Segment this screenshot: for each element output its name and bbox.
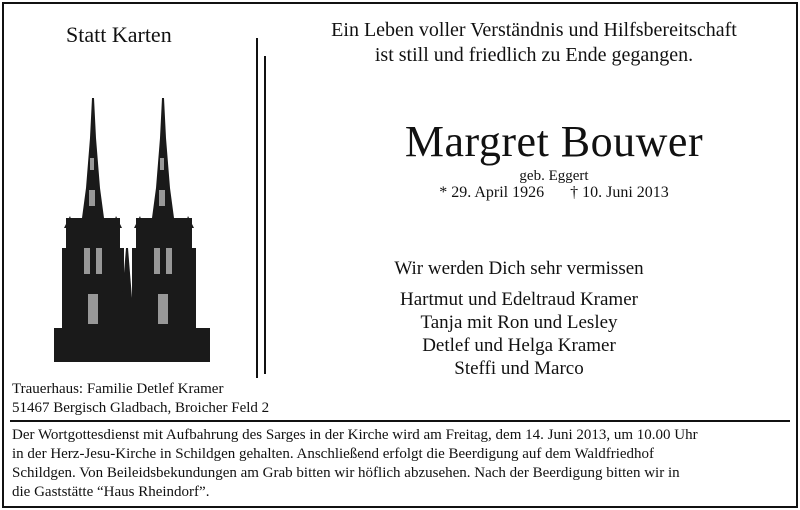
trauerhaus-line: 51467 Bergisch Gladbach, Broicher Feld 2 [12, 400, 270, 416]
deceased-name: Margret Bouwer [404, 117, 704, 166]
intro-text [294, 18, 774, 68]
horizontal-divider [10, 420, 790, 422]
service-line: Schildgen. Von Beileidsbekundungen am Grab bitten wir höflich abzusehen. Nach der Beerdigung bitten wir in [12, 465, 680, 481]
statt-karten-label: Statt Karten [66, 22, 172, 47]
mourner-item: Detlef und Helga Kramer [422, 335, 616, 356]
mourners-heading: Wir werden Dich sehr vermissen [394, 258, 644, 279]
death-date: † 10. Juni 2013 [570, 184, 669, 201]
divider-line-outer [256, 38, 258, 378]
birth-name: geb. Eggert [519, 168, 589, 184]
life-dates [294, 184, 800, 202]
service-notice [12, 426, 788, 502]
divider-line-inner [264, 56, 266, 374]
obituary-card [2, 2, 798, 508]
service-line: Der Wortgottesdienst mit Aufbahrung des Sarges in der Kirche wird am Freitag, dem 14. Juni 2013, um 10.00 Uhr [12, 427, 698, 443]
birth-date: * 29. April 1926 [439, 184, 545, 201]
intro-line: ist still und friedlich zu Ende gegangen. [374, 44, 694, 66]
mourner-item: Hartmut und Edeltraud Kramer [400, 289, 638, 310]
intro-line: Ein Leben voller Verständnis und Hilfsbereitschaft [331, 19, 737, 41]
trauerhaus-line: Trauerhaus: Familie Detlef Kramer [12, 381, 224, 397]
service-line: die Gaststätte “Haus Rheindorf”. [12, 484, 210, 500]
cologne-cathedral-icon [54, 98, 210, 362]
service-line: in der Herz-Jesu-Kirche in Schildgen gehalten. Anschließend erfolgt die Beerdigung auf dem Waldfriedhof [12, 446, 655, 462]
mourner-item: Steffi und Marco [454, 358, 584, 379]
mourners-list [294, 288, 744, 380]
mourner-item: Tanja mit Ron und Lesley [420, 312, 618, 333]
trauerhaus-address [12, 380, 269, 418]
